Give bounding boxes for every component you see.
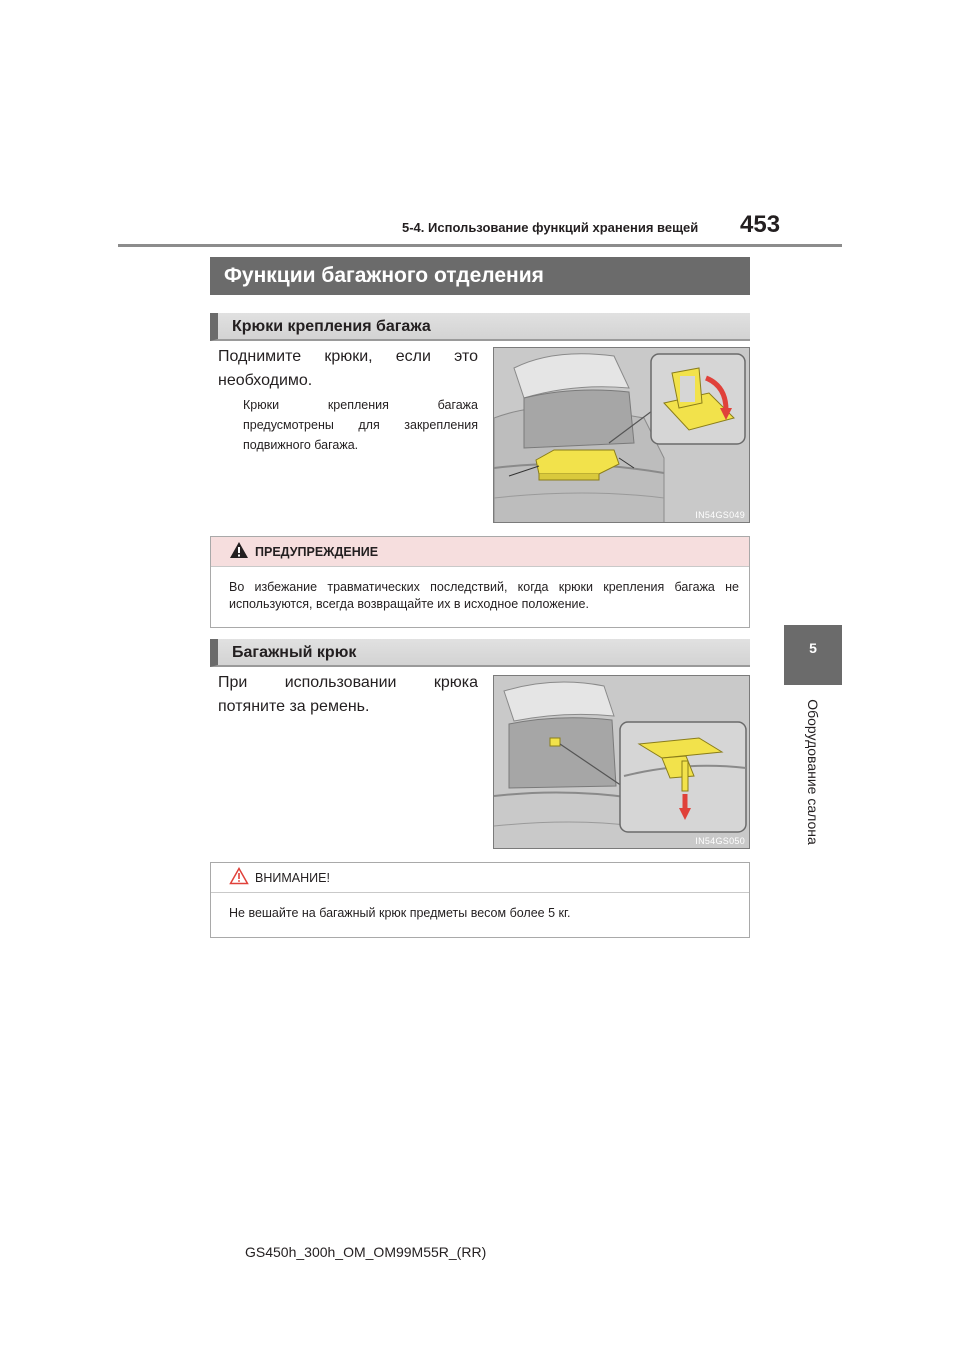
main-title: Функции багажного отделения: [224, 264, 544, 287]
chapter-label: Оборудование салона: [805, 699, 821, 845]
main-title-bar: [210, 257, 750, 295]
warning-text: Во избежание травматических последствий, когда крюки крепления багажа не используются, всегда возвращайте их в исходное положение.: [229, 580, 739, 611]
luggage-hook-illustration: [493, 675, 750, 849]
luggage-hooks-illustration: [493, 347, 750, 523]
warning-title: ПРЕДУПРЕЖДЕНИЕ: [255, 545, 379, 559]
caution-title: ВНИМАНИЕ!: [255, 871, 330, 885]
figure-code: IN54GS050: [695, 836, 745, 846]
caution-icon: [229, 867, 249, 885]
trunk-hook-drawing: [494, 676, 750, 849]
header-divider: [118, 244, 842, 247]
section-heading-text: Крюки крепления багажа: [232, 318, 431, 335]
figure-code: IN54GS049: [695, 510, 745, 520]
page-number: 453: [740, 211, 781, 238]
section-header: 5-4. Использование функций хранения вещей: [402, 220, 699, 235]
instruction-line: потяните за ремень.: [218, 698, 370, 715]
warning-box: [210, 536, 750, 628]
note-line: Крюки крепления багажа: [243, 398, 478, 412]
instruction-line: Поднимите крюки, если это: [218, 348, 478, 365]
document-code: GS450h_300h_OM_OM99M55R_(RR): [245, 1244, 487, 1260]
chapter-number: 5: [809, 640, 817, 656]
warning-header: [211, 537, 749, 567]
section-heading-luggage-hook: [210, 639, 750, 667]
trunk-hooks-drawing: [494, 348, 750, 523]
note-line: подвижного багажа.: [243, 438, 359, 452]
warning-icon: [229, 541, 249, 559]
instruction-line: При использовании крюка: [218, 674, 478, 691]
section-heading-luggage-hooks: [210, 313, 750, 341]
note-line: предусмотрены для закрепления: [243, 418, 478, 432]
caution-header: [211, 863, 749, 893]
caution-box: [210, 862, 750, 938]
section-heading-text: Багажный крюк: [232, 644, 357, 661]
instruction-line: необходимо.: [218, 372, 313, 389]
caution-text: Не вешайте на багажный крюк предметы весом более 5 кг.: [229, 906, 571, 920]
